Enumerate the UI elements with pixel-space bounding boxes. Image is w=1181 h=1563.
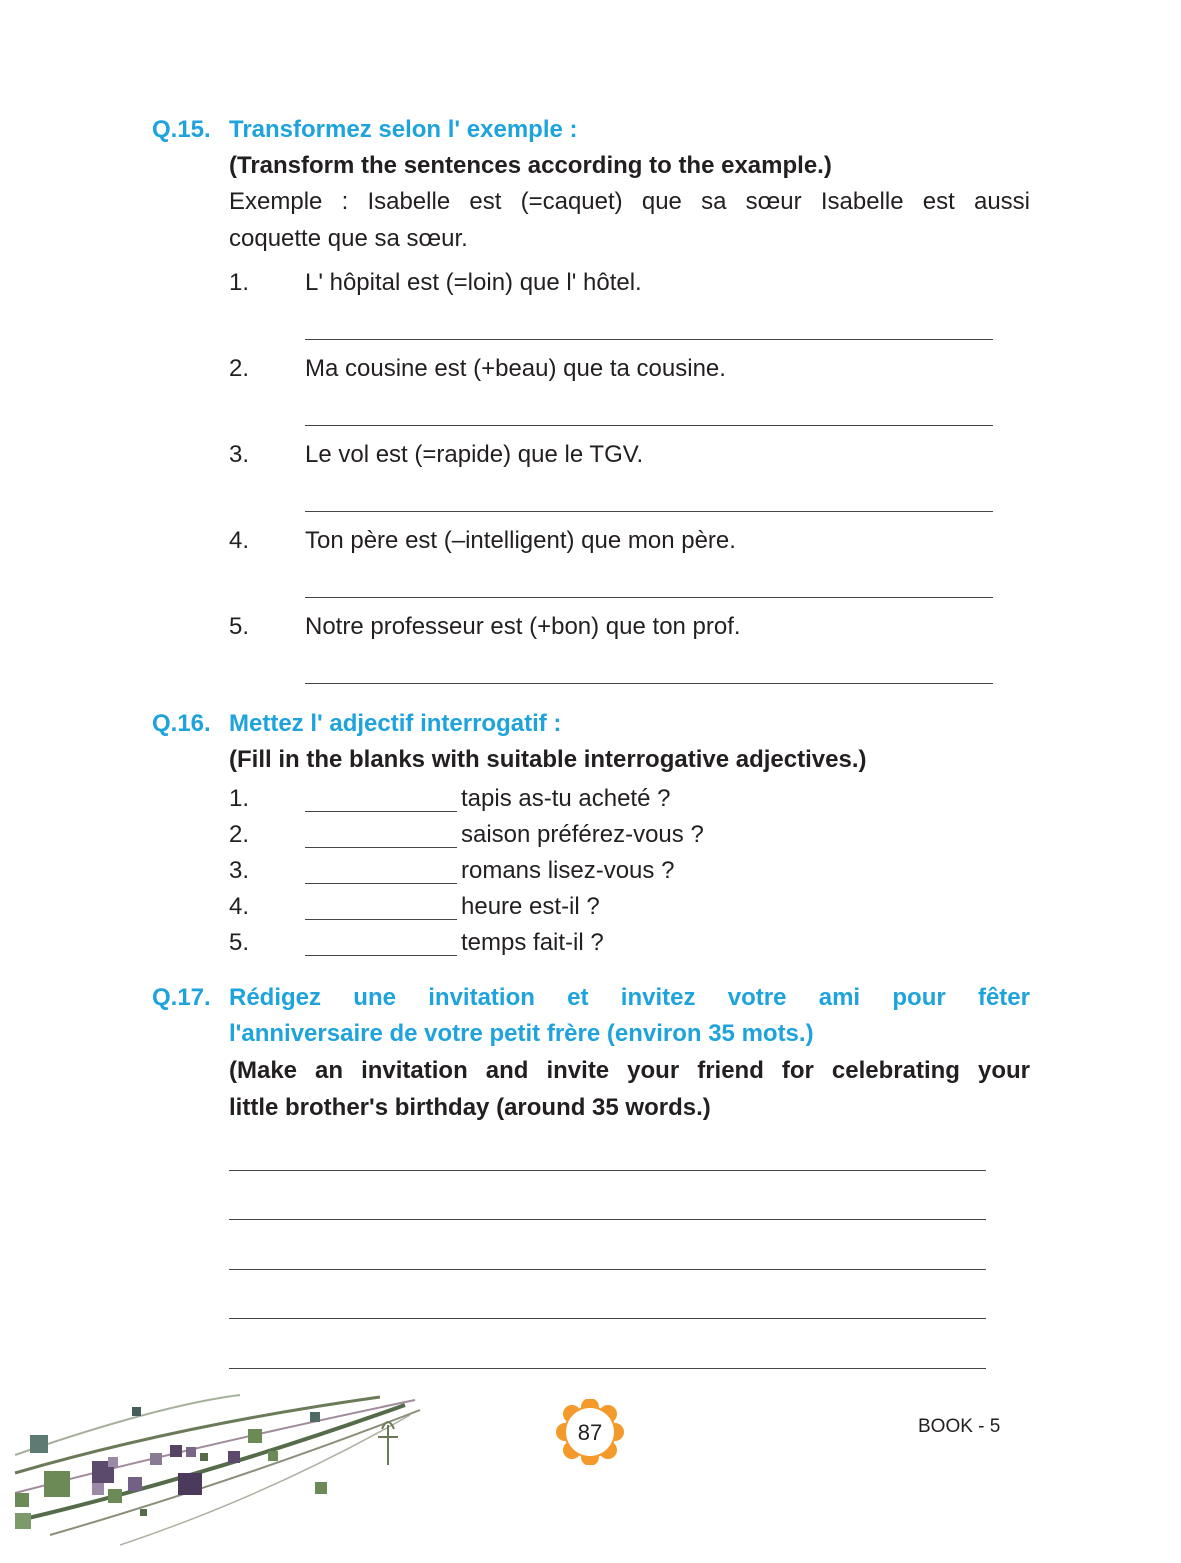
q15-item-4-text: Ton père est (–intelligent) que mon père. <box>305 527 736 554</box>
q16-item-3-text: romans lisez-vous ? <box>461 857 675 884</box>
q15-example-line1: Exemple : Isabelle est (=caquet) que sa sœur Isabelle est aussi <box>229 188 1030 215</box>
q15-item-2-number: 2. <box>229 355 250 382</box>
q15-title: Transformez selon l' exemple : <box>229 116 578 143</box>
q17-writing-line-1[interactable] <box>229 1170 986 1171</box>
q17-writing-line-3[interactable] <box>229 1269 986 1270</box>
q15-item-1-text: L' hôpital est (=loin) que l' hôtel. <box>305 269 642 296</box>
q17-title-line2: l'anniversaire de votre petit frère (environ 35 mots.) <box>229 1020 814 1047</box>
q15-item-3-text: Le vol est (=rapide) que le TGV. <box>305 441 644 468</box>
q15-answer-line-4[interactable] <box>305 597 993 598</box>
q15-answer-line-1[interactable] <box>305 339 993 340</box>
q15-answer-line-5[interactable] <box>305 683 993 684</box>
q15-item-1-number: 1. <box>229 269 250 296</box>
q16-item-1-number: 1. <box>229 785 250 812</box>
q16-item-4-number: 4. <box>229 893 250 920</box>
q16-item-2-text: saison préférez-vous ? <box>461 821 704 848</box>
q16-item-4-text: heure est-il ? <box>461 893 600 920</box>
q16-subtitle: (Fill in the blanks with suitable interrogative adjectives.) <box>229 746 867 773</box>
q16-number: Q.16. <box>152 710 211 737</box>
q17-writing-line-5[interactable] <box>229 1368 986 1369</box>
q15-item-5-text: Notre professeur est (+bon) que ton prof. <box>305 613 741 640</box>
book-label: BOOK - 5 <box>918 1416 1001 1437</box>
q15-example-line2: coquette que sa sœur. <box>229 225 468 252</box>
q16-item-1-text: tapis as-tu acheté ? <box>461 785 671 812</box>
q15-number: Q.15. <box>152 116 211 143</box>
q15-item-5-number: 5. <box>229 613 250 640</box>
q16-item-5-text: temps fait-il ? <box>461 929 604 956</box>
q17-subtitle-line1: (Make an invitation and invite your friend for celebrating your <box>229 1057 1030 1084</box>
q16-blank-3[interactable] <box>305 883 457 884</box>
q16-blank-4[interactable] <box>305 919 457 920</box>
q15-item-2-text: Ma cousine est (+beau) que ta cousine. <box>305 355 726 382</box>
q16-item-5-number: 5. <box>229 929 250 956</box>
footer-decoration <box>10 1385 430 1555</box>
q17-title-line1: Rédigez une invitation et invitez votre ami pour fêter <box>229 984 1030 1011</box>
q16-blank-5[interactable] <box>305 955 457 956</box>
q16-blank-2[interactable] <box>305 847 457 848</box>
q15-subtitle: (Transform the sentences according to the example.) <box>229 152 832 179</box>
q16-blank-1[interactable] <box>305 811 457 812</box>
q16-item-2-number: 2. <box>229 821 250 848</box>
page-number: 87 <box>577 1420 603 1445</box>
q17-writing-line-4[interactable] <box>229 1318 986 1319</box>
q17-number: Q.17. <box>152 984 211 1011</box>
q15-item-4-number: 4. <box>229 527 250 554</box>
q15-answer-line-2[interactable] <box>305 425 993 426</box>
q16-title: Mettez l' adjectif interrogatif : <box>229 710 562 737</box>
q17-subtitle-line2: little brother's birthday (around 35 words.) <box>229 1094 711 1121</box>
q16-item-3-number: 3. <box>229 857 250 884</box>
q15-item-3-number: 3. <box>229 441 250 468</box>
q17-writing-line-2[interactable] <box>229 1219 986 1220</box>
q15-answer-line-3[interactable] <box>305 511 993 512</box>
